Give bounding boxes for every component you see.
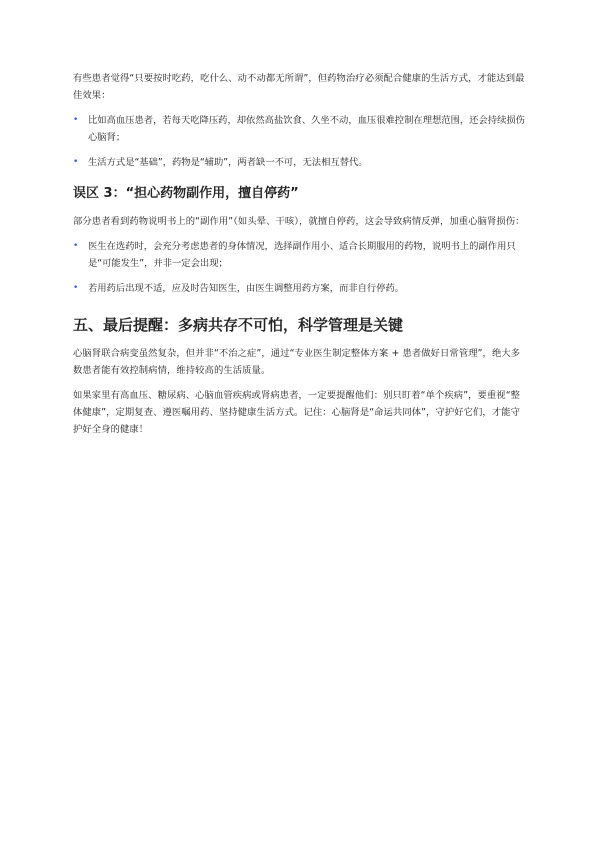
- document-page: [73, 70, 525, 446]
- list-item-text: 医生在选药时，会充分考虑患者的身体情况，选择副作用小、适合长期服用的药物，说明书上的副作用只是“可能发生”，并非一定会出现；: [88, 241, 516, 269]
- myth-3-paragraph: 部分患者看到药物说明书上的“副作用”（如头晕、干咳），就擅自停药，这会导致病情反弹，加重心脑肾损伤：: [73, 216, 525, 227]
- bullet-icon: •: [73, 115, 79, 125]
- section-5-paragraph-2: 如果家里有高血压、糖尿病、心脑血管疾病或肾病患者，一定要提醒他们：别只盯着“单个疾病”，要重视“整体健康”，定期复查、遵医嘱用药、坚持健康生活方式。记住：心脑肾是“命运共同体”，守护好它们，才能守护好全身的健康！: [73, 390, 521, 435]
- section-5-paragraph-1: 心脑肾联合病变虽然复杂，但并非“不治之症”，通过“专业医生制定整体方案 + 患者做好日常管理”，绝大多数患者能有效控制病情，维持较高的生活质量。: [73, 348, 521, 376]
- intro-paragraph: 有些患者觉得“只要按时吃药，吃什么、动不动都无所谓”，但药物治疗必须配合健康的生活方式，才能达到最佳效果：: [73, 73, 525, 101]
- list-item: [73, 280, 525, 297]
- bullet-list-lifestyle: [73, 112, 525, 171]
- bullet-icon: •: [73, 241, 79, 251]
- bullet-icon: •: [73, 283, 79, 293]
- bullet-list-side-effects: [73, 238, 525, 297]
- list-item: [73, 238, 525, 272]
- bullet-icon: •: [73, 157, 79, 167]
- list-item: [73, 112, 525, 146]
- list-item-text: 比如高血压患者，若每天吃降压药，却依然高盐饮食、久坐不动，血压很难控制在理想范围，还会持续损伤心脑肾；: [88, 115, 525, 143]
- list-item-text: 生活方式是“基础”，药物是“辅助”，两者缺一不可，无法相互替代。: [88, 157, 368, 168]
- list-item: [73, 154, 525, 171]
- section-5-heading: 五、最后提醒：多病共存不可怕，科学管理是关键: [73, 316, 404, 334]
- myth-3-heading: 误区 3：“担心药物副作用，擅自停药”: [73, 186, 299, 201]
- list-item-text: 若用药后出现不适，应及时告知医生，由医生调整用药方案，而非自行停药。: [88, 283, 405, 294]
